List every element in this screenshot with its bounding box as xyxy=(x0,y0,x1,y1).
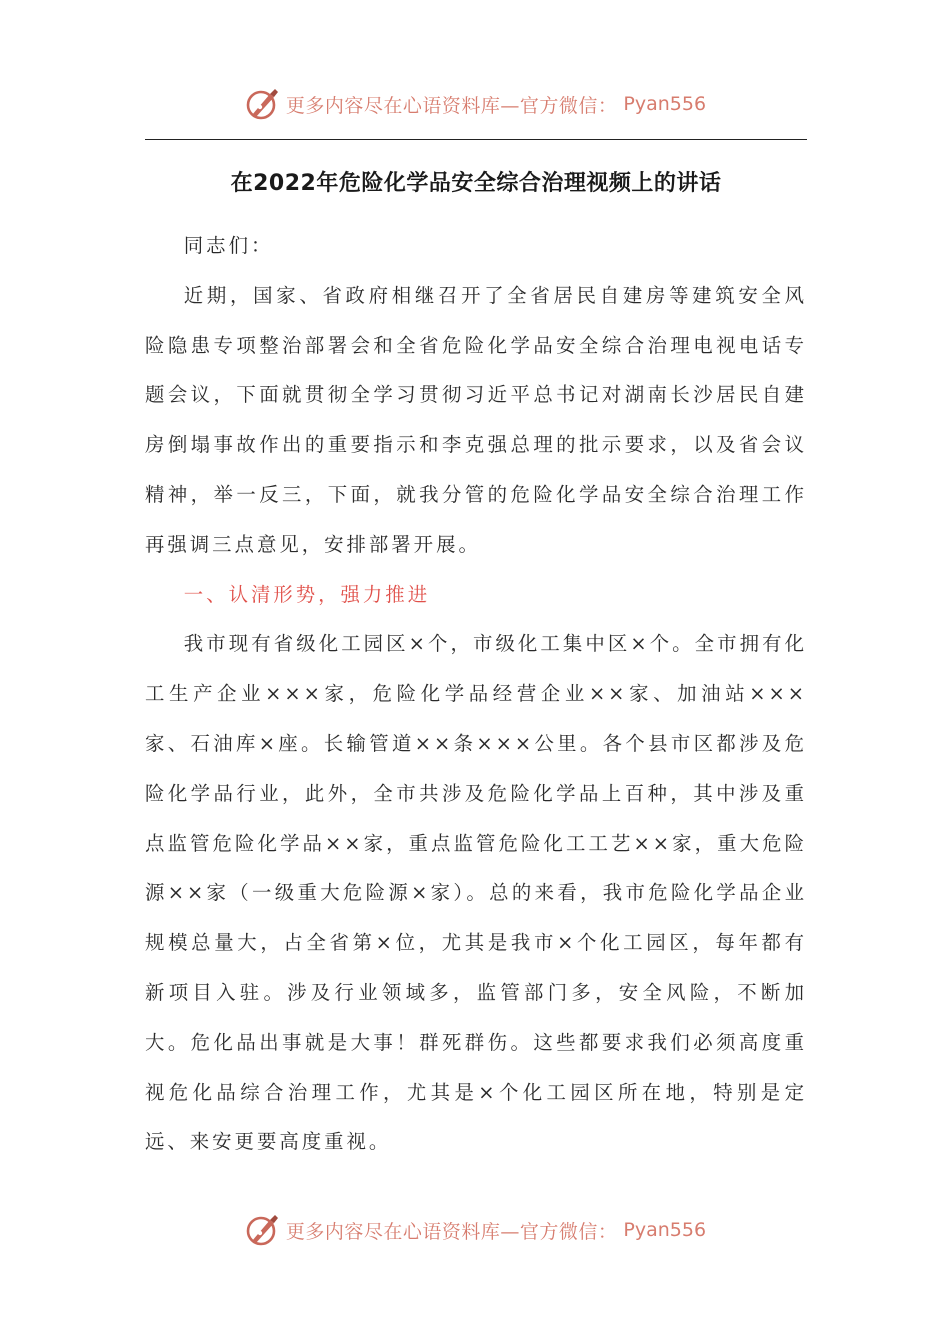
paragraph-situation: 我市现有省级化工园区×个，市级化工集中区×个。全市拥有化工生产企业×××家，危险化学品经营企业××家、加油站×××家、石油库×座。长输管道××条×××公里。各个县市区都涉及危险化学品行业，此外，全市共涉及危险化学品上百种，其中涉及重点监管危险化学品××家，重点监管危险化工工艺××家，重大危险源××家（一级重大危险源×家）。总的来看，我市危险化学品企业规模总量大，占全省第×位，尤其是我市×个化工园区，每年都有新项目入驻。涉及行业领域多，监管部门多，安全风险，不断加大。危化品出事就是大事！群死群伤。这些都要求我们必须高度重视危化品综合治理工作，尤其是×个化工园区所在地，特别是定远、来安更要高度重视。 xyxy=(145,632,807,1154)
salutation: 同志们： xyxy=(183,234,274,257)
banner-wechat-id: Pyan556 xyxy=(623,93,707,115)
paragraph-intro: 近期，国家、省政府相继召开了全省居民自建房等建筑安全风险隐患专项整治部署会和全省危险化学品安全综合治理电视电话专题会议，下面就贯彻全学习贯彻习近平总书记对湖南长沙居民自建房倒塌事故作出的重要指示和李克强总理的批示要求，以及省会议精神，举一反三，下面，就我分管的危险化学品安全综合治理工作再强调三点意见，安排部署开展。 xyxy=(145,283,807,556)
document-title: 在2022年危险化学品安全综合治理视频上的讲话 xyxy=(230,171,722,196)
banner-text: 更多内容尽在心语资料库—官方微信： xyxy=(285,1220,618,1243)
header-banner xyxy=(0,84,950,124)
footer-banner xyxy=(0,1210,950,1250)
pen-logo-icon xyxy=(244,86,280,122)
banner-text: 更多内容尽在心语资料库—官方微信： xyxy=(285,94,618,117)
document-body xyxy=(145,221,807,1167)
header-divider xyxy=(145,139,807,140)
section-heading-1: 一、认清形势，强力推进 xyxy=(183,582,431,606)
banner-wechat-id: Pyan556 xyxy=(623,1219,707,1241)
pen-logo-icon xyxy=(244,1212,280,1248)
